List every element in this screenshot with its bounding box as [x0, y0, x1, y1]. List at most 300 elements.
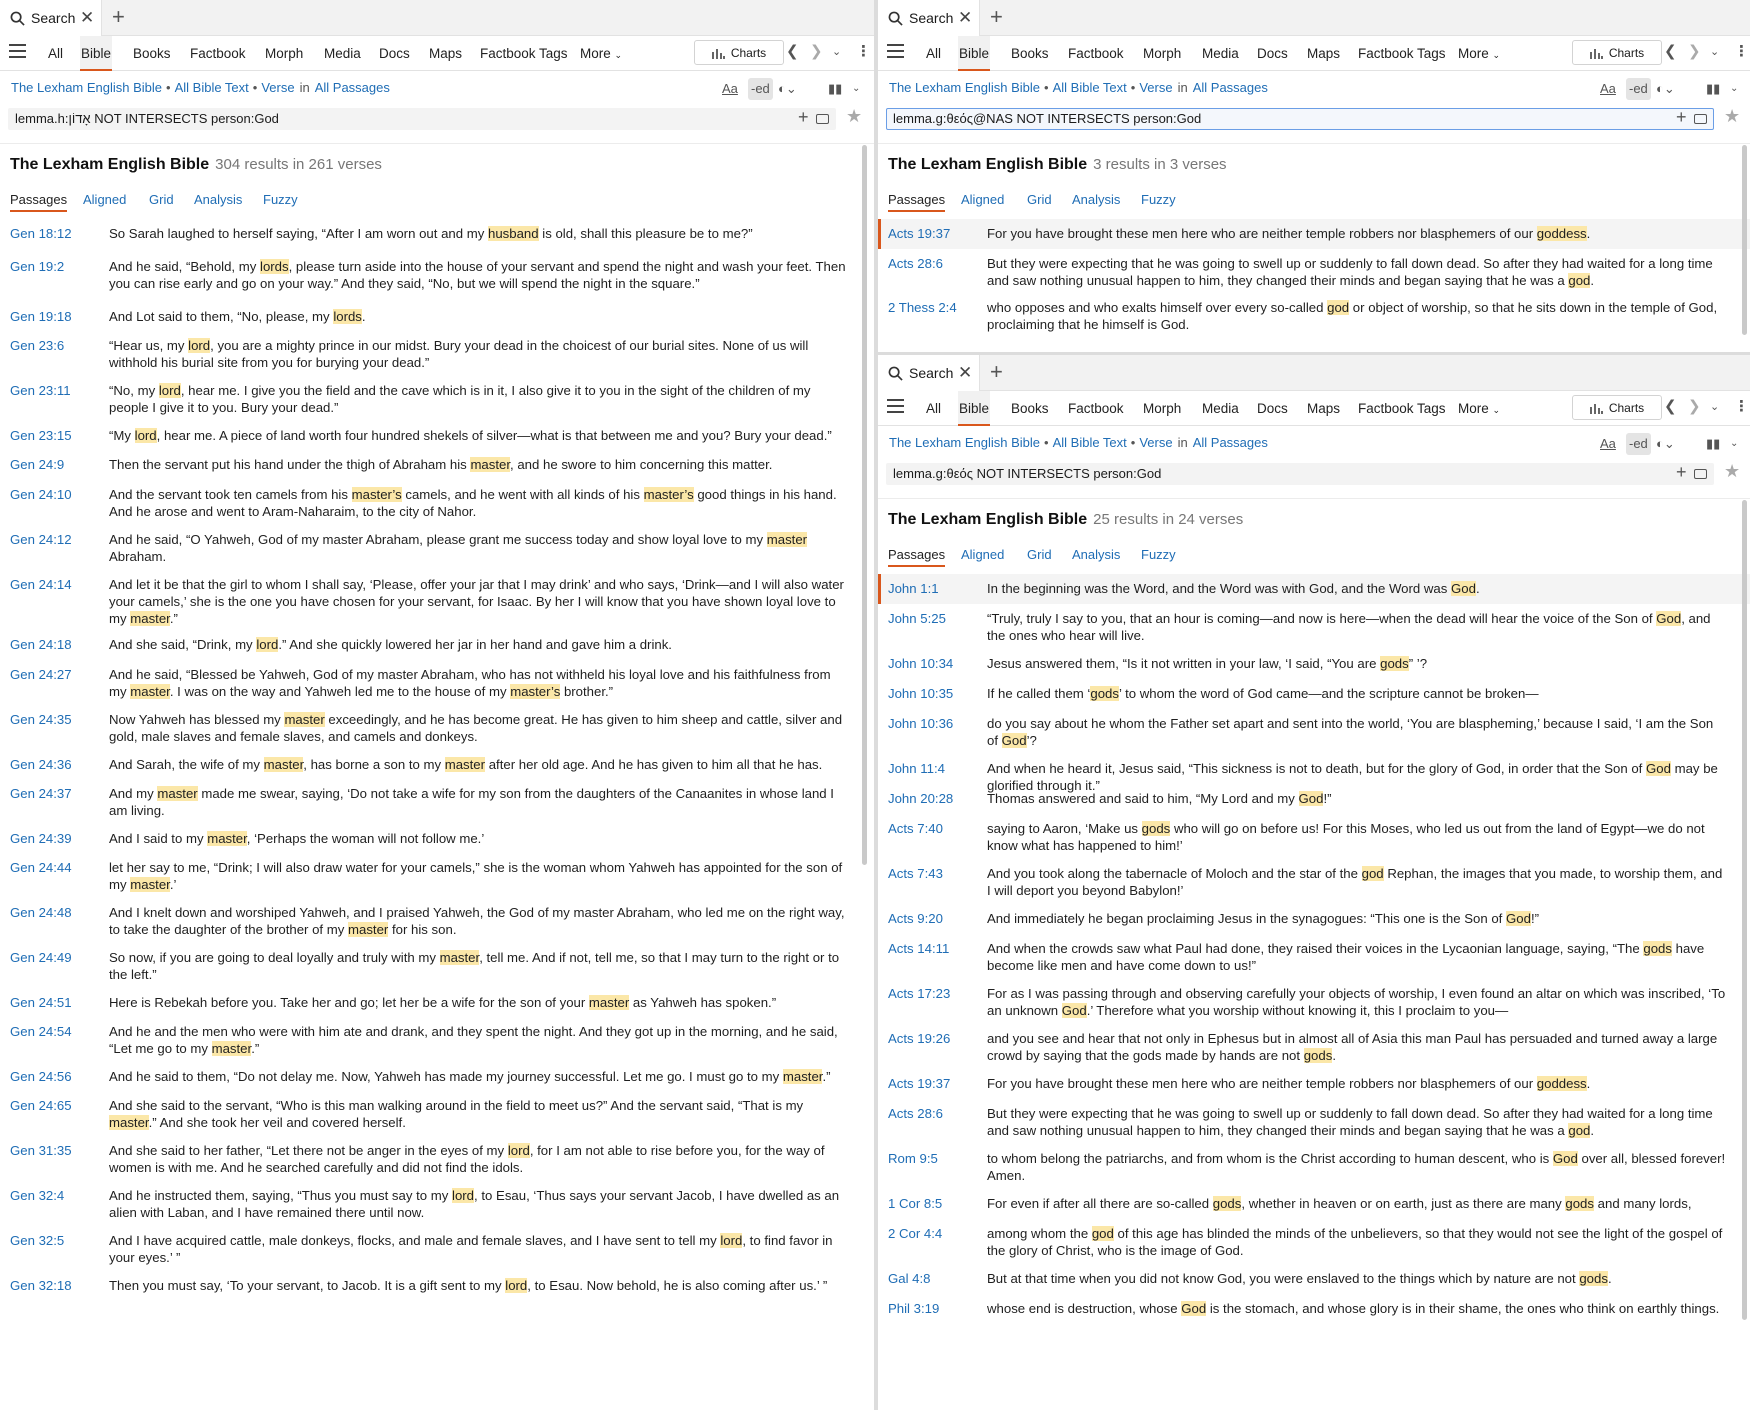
result-row[interactable]	[878, 1099, 1750, 1144]
forward-icon[interactable]: ❯	[810, 43, 823, 60]
crumb-bible[interactable]: The Lexham English Bible	[889, 80, 1041, 95]
search-icon	[10, 11, 25, 26]
nav-all[interactable]: All	[48, 46, 64, 61]
result-row[interactable]	[0, 779, 874, 824]
new-tab-icon[interactable]: +	[990, 4, 1003, 29]
menu-icon[interactable]	[9, 44, 26, 59]
bar-chart-icon	[712, 47, 725, 59]
back-icon[interactable]: ❮	[786, 43, 799, 60]
favorite-star-icon[interactable]: ★	[1724, 106, 1741, 126]
results-title	[888, 156, 1227, 174]
verse-reference-link[interactable]: 2 Cor 4:4	[888, 1226, 943, 1241]
verse-reference-link[interactable]: Gen 18:12	[10, 226, 72, 241]
forward-icon[interactable]: ❯	[1688, 43, 1701, 60]
verse-text: And the servant took ten camels from his master’s camels, and he went with all kinds of his master’s good things in his hand. And he arose and went to Aram-Naharaim, to the city of Nahor.	[109, 487, 837, 519]
match-highlight: gods	[1141, 821, 1171, 836]
results-title	[888, 511, 1243, 529]
columns-chevron-icon[interactable]: ⌄	[852, 83, 861, 94]
verse-text: And my master made me swear, saying, ‘Do not take a wife for my son from the daughters of the Canaanites in whose land I am living.	[109, 786, 834, 818]
results-count: 304 results in 261 verses	[215, 156, 382, 173]
columns-icon[interactable]: ▮▮	[1706, 436, 1721, 451]
charts-label: Charts	[1608, 400, 1645, 415]
nav-docs[interactable]: Docs	[1257, 46, 1288, 61]
search-kind-bar	[0, 36, 874, 71]
verse-reference-link[interactable]: Gal 4:8	[888, 1271, 931, 1286]
new-tab-icon[interactable]: +	[112, 4, 125, 29]
verse-reference-link[interactable]: John 5:25	[888, 611, 946, 626]
nav-morph[interactable]: Morph	[1143, 401, 1182, 416]
verse-reference-link[interactable]: Acts 19:26	[888, 1031, 951, 1046]
verse-reference-link[interactable]: Gen 24:56	[10, 1069, 72, 1084]
result-row[interactable]	[0, 376, 874, 421]
close-tab-icon[interactable]: ✕	[958, 8, 973, 27]
charts-button[interactable]	[694, 40, 784, 65]
query-row	[878, 108, 1750, 130]
tab-strip	[878, 355, 1750, 391]
result-row[interactable]	[0, 219, 874, 252]
verse-reference-link[interactable]: John 20:28	[888, 791, 954, 806]
verse-text: Now Yahweh has blessed my master exceedingly, and he has become great. He has given to him sheep and cattle, silver and gold, male slaves and female slaves, and camels and donkeys.	[109, 712, 843, 744]
verse-reference-link[interactable]: Gen 24:35	[10, 712, 72, 727]
verse-text: who opposes and who exalts himself over every so-called god or object of worship, so that he sits down in the temple of God, proclaiming that he himself is God.	[987, 300, 1718, 332]
result-row[interactable]	[0, 660, 874, 705]
nav-maps[interactable]: Maps	[1307, 46, 1341, 61]
result-row[interactable]	[878, 1264, 1750, 1294]
verse-reference-link[interactable]: Acts 9:20	[888, 911, 943, 926]
nav-factbook-tags[interactable]: Factbook Tags	[1358, 46, 1446, 61]
crumb-bible[interactable]: The Lexham English Bible	[889, 435, 1041, 450]
nav-factbook[interactable]: Factbook	[1068, 401, 1124, 416]
match-highlight: lord	[507, 1143, 530, 1158]
result-row[interactable]	[0, 1226, 874, 1271]
match-highlight: God	[1656, 611, 1682, 626]
verse-reference-link[interactable]: Gen 24:9	[10, 457, 65, 472]
result-row[interactable]	[0, 1062, 874, 1091]
search-query-input[interactable]: lemma.h:אָדוֹן NOT INTERSECTS person:God	[8, 108, 836, 130]
results-scrollbar[interactable]	[1742, 145, 1747, 335]
favorite-star-icon[interactable]: ★	[1724, 461, 1741, 481]
verse-reference-link[interactable]: Gen 24:10	[10, 487, 72, 502]
crumb-separator-dot: •	[1044, 80, 1049, 95]
match-highlight: God	[1061, 1003, 1087, 1018]
verse-reference-link[interactable]: Gen 19:2	[10, 259, 65, 274]
match-highlight: lord	[505, 1278, 528, 1293]
match-highlight: master	[588, 995, 630, 1010]
match-highlight: lord	[720, 1233, 743, 1248]
match-highlight: god	[1327, 300, 1350, 315]
match-forms-icon[interactable]: -ed	[748, 78, 773, 100]
verse-reference-link[interactable]: Rom 9:5	[888, 1151, 938, 1166]
panel-menu-icon[interactable]: ⋮	[856, 43, 871, 60]
tab-fuzzy[interactable]: Fuzzy	[1141, 547, 1176, 562]
chevron-down-icon: ⌄	[614, 50, 623, 60]
result-row[interactable]	[0, 252, 874, 302]
nav-maps[interactable]: Maps	[1307, 401, 1341, 416]
history-chevron-icon[interactable]: ⌄	[832, 46, 842, 58]
crumb-separator-dot: •	[1130, 435, 1136, 450]
result-row[interactable]	[878, 219, 1750, 249]
breadcrumb	[889, 435, 1268, 450]
result-row[interactable]	[878, 649, 1750, 679]
verse-reference-link[interactable]: John 11:4	[888, 761, 945, 776]
close-tab-icon[interactable]: ✕	[958, 363, 973, 382]
search-kind-bar	[878, 391, 1750, 426]
result-row[interactable]	[0, 853, 874, 898]
verse-reference-link[interactable]: Gen 23:15	[10, 428, 72, 443]
bar-chart-icon	[1590, 402, 1603, 414]
nav-books[interactable]: Books	[133, 46, 171, 61]
match-forms-icon[interactable]: -ed	[1626, 78, 1651, 100]
results-title	[10, 156, 382, 174]
result-row[interactable]	[0, 988, 874, 1017]
charts-button[interactable]	[1572, 40, 1662, 65]
close-tab-icon[interactable]: ✕	[80, 8, 95, 27]
verse-reference-link[interactable]: Gen 24:36	[10, 757, 72, 772]
tab-passages[interactable]: Passages	[888, 192, 945, 212]
match-highlight: master	[157, 786, 198, 801]
crumb-unit[interactable]: Verse	[1139, 80, 1173, 95]
results-scrollbar[interactable]	[1742, 500, 1747, 1320]
verse-reference-link[interactable]: Acts 19:37	[888, 1076, 951, 1091]
keyboard-icon[interactable]	[1694, 114, 1707, 124]
match-highlight: gods	[1090, 686, 1119, 701]
nav-factbook-tags[interactable]: Factbook Tags	[480, 46, 568, 61]
verse-reference-link[interactable]: 1 Cor 8:5	[888, 1196, 943, 1211]
match-highlight: goddess	[1536, 226, 1587, 241]
verse-text: “My lord, hear me. A piece of land worth four hundred shekels of silver—what is that between me and you? Bury your dead.”	[109, 428, 832, 443]
view-tabs	[878, 188, 1750, 219]
result-row[interactable]	[878, 1024, 1750, 1069]
view-tabs	[878, 543, 1750, 574]
match-highlight: master	[782, 1069, 823, 1084]
result-row[interactable]	[878, 1219, 1750, 1264]
nav-media[interactable]: Media	[1202, 401, 1239, 416]
match-highlight: lord	[188, 338, 211, 353]
back-icon[interactable]: ❮	[1664, 398, 1677, 415]
match-case-icon[interactable]: Aa	[722, 81, 738, 96]
match-highlight: master’s	[643, 487, 694, 502]
nav-books[interactable]: Books	[1011, 46, 1049, 61]
nav-all[interactable]: All	[926, 46, 942, 61]
highlight-options-icon[interactable]: ◐⌄	[1656, 436, 1675, 451]
panel-menu-icon[interactable]: ⋮	[1734, 398, 1749, 415]
verse-reference-link[interactable]: Gen 24:18	[10, 637, 72, 652]
columns-chevron-icon[interactable]: ⌄	[1730, 83, 1739, 94]
verse-text: For you have brought these men here who are neither temple robbers nor blasphemers of our goddess.	[987, 1076, 1591, 1091]
favorite-star-icon[interactable]: ★	[846, 106, 863, 126]
search-panel-right-top	[878, 0, 1750, 352]
verse-text: So Sarah laughed to herself saying, “After I am worn out and my husband is old, shall this pleasure be to me?”	[109, 226, 753, 241]
tab-fuzzy[interactable]: Fuzzy	[1141, 192, 1176, 207]
verse-reference-link[interactable]: Gen 24:48	[10, 905, 72, 920]
result-row[interactable]	[878, 604, 1750, 649]
nav-bible[interactable]: Bible	[80, 36, 112, 71]
search-tab[interactable]	[878, 355, 980, 391]
nav-more[interactable]	[1458, 36, 1500, 71]
columns-chevron-icon[interactable]: ⌄	[1730, 438, 1739, 449]
match-highlight: God	[1001, 733, 1027, 748]
match-highlight: gods	[1380, 656, 1409, 671]
tab-analysis[interactable]: Analysis	[194, 192, 243, 207]
verse-text: For even if after all there are so-called gods, whether in heaven or on earth, just as there are many gods and many lords,	[987, 1196, 1692, 1211]
verse-reference-link[interactable]: Gen 32:5	[10, 1233, 65, 1248]
verse-reference-link[interactable]: Gen 24:54	[10, 1024, 72, 1039]
result-row[interactable]	[0, 750, 874, 779]
result-row[interactable]	[0, 1091, 874, 1136]
crumb-separator-dot: •	[166, 80, 171, 95]
verse-reference-link[interactable]: Gen 31:35	[10, 1143, 72, 1158]
match-highlight: goddess	[1536, 1076, 1587, 1091]
crumb-range[interactable]: All Passages	[1192, 435, 1268, 450]
match-case-icon[interactable]: Aa	[1600, 436, 1616, 451]
nav-media[interactable]: Media	[324, 46, 361, 61]
nav-docs[interactable]: Docs	[1257, 401, 1288, 416]
search-icon	[888, 11, 903, 26]
match-case-icon[interactable]: Aa	[1600, 81, 1616, 96]
result-row[interactable]	[878, 934, 1750, 979]
search-tab-label: Search	[909, 10, 954, 26]
search-query-input[interactable]: lemma.g:θεός NOT INTERSECTS person:God	[886, 463, 1714, 485]
nav-factbook[interactable]: Factbook	[1068, 46, 1124, 61]
result-row[interactable]	[0, 1271, 874, 1300]
verse-text: And Lot said to them, “No, please, my lords.	[109, 309, 366, 324]
verse-text: do you say about he whom the Father set apart and sent into the world, ‘You are blaspheming,’ because I said, ‘I am the Son of God’?	[987, 716, 1714, 748]
crumb-range[interactable]: All Passages	[1192, 80, 1268, 95]
verse-text: Jesus answered them, “Is it not written in your law, ‘I said, “You are gods” ’?	[987, 656, 1428, 671]
verse-reference-link[interactable]: Gen 24:65	[10, 1098, 72, 1113]
result-row[interactable]	[878, 679, 1750, 709]
match-highlight: master’s	[510, 684, 561, 699]
columns-icon[interactable]: ▮▮	[828, 81, 843, 96]
verse-reference-link[interactable]: Acts 17:23	[888, 986, 951, 1001]
crumb-in: in	[1177, 80, 1188, 95]
result-row[interactable]	[0, 1136, 874, 1181]
tab-grid[interactable]: Grid	[149, 192, 174, 207]
breadcrumb	[889, 80, 1268, 95]
highlight-options-icon[interactable]: ◐⌄	[778, 81, 797, 96]
search-tab-label: Search	[909, 365, 954, 381]
menu-icon[interactable]	[887, 44, 904, 59]
add-term-icon[interactable]: +	[798, 107, 809, 127]
nav-more[interactable]	[580, 36, 622, 71]
verse-reference-link[interactable]: Acts 28:6	[888, 256, 943, 271]
view-tabs	[0, 188, 874, 219]
match-highlight: God	[1451, 581, 1476, 596]
verse-reference-link[interactable]: Gen 19:18	[10, 309, 72, 324]
tab-aligned[interactable]: Aligned	[83, 192, 127, 207]
verse-reference-link[interactable]: Phil 3:19	[888, 1301, 940, 1316]
verse-reference-link[interactable]: John 1:1	[888, 581, 939, 596]
verse-reference-link[interactable]: Gen 23:11	[10, 383, 71, 398]
verse-reference-link[interactable]: Acts 19:37	[888, 226, 951, 241]
crumb-bible[interactable]: The Lexham English Bible	[11, 80, 163, 95]
verse-reference-link[interactable]: 2 Thess 2:4	[888, 300, 957, 315]
crumb-separator-dot: •	[252, 80, 258, 95]
tab-grid[interactable]: Grid	[1027, 547, 1052, 562]
verse-text: among whom the god of this age has blinded the minds of the unbelievers, so that they would not see the light of the gospel of the glory of Christ, who is the image of God.	[987, 1226, 1723, 1258]
result-row[interactable]	[878, 293, 1750, 332]
nav-maps[interactable]: Maps	[429, 46, 463, 61]
result-row[interactable]	[0, 480, 874, 525]
back-icon[interactable]: ❮	[1664, 43, 1677, 60]
tab-passages[interactable]: Passages	[888, 547, 945, 567]
match-highlight: god	[1091, 1226, 1114, 1241]
verse-text: and you see and hear that not only in Ephesus but in almost all of Asia this man Paul has persuaded and turned away a large crowd by saying that the gods made by hands are not gods.	[987, 1031, 1718, 1063]
verse-reference-link[interactable]: Acts 7:40	[888, 821, 943, 836]
verse-reference-link[interactable]: Acts 7:43	[888, 866, 943, 881]
match-highlight: master	[444, 757, 486, 772]
result-row[interactable]	[878, 754, 1750, 793]
result-row[interactable]	[0, 302, 874, 331]
new-tab-icon[interactable]: +	[990, 359, 1003, 384]
crumb-text[interactable]: All Bible Text	[174, 80, 249, 95]
result-row[interactable]	[0, 630, 874, 660]
verse-text: “Hear us, my lord, you are a mighty prince in our midst. Bury your dead in the choicest of our burial sites. None of us will withhold his burial site from you for burying your dead.”	[109, 338, 809, 370]
columns-icon[interactable]: ▮▮	[1706, 81, 1721, 96]
crumb-text[interactable]: All Bible Text	[1052, 435, 1127, 450]
crumb-text[interactable]: All Bible Text	[1052, 80, 1127, 95]
result-row[interactable]	[878, 249, 1750, 293]
result-row[interactable]	[878, 1189, 1750, 1219]
verse-reference-link[interactable]: Gen 24:39	[10, 831, 72, 846]
tab-strip	[0, 0, 874, 36]
result-row[interactable]	[0, 331, 874, 376]
crumb-unit[interactable]: Verse	[1139, 435, 1173, 450]
result-row[interactable]	[0, 1181, 874, 1226]
tab-passages[interactable]: Passages	[10, 192, 67, 212]
result-row[interactable]	[0, 421, 874, 450]
verse-text: And you took along the tabernacle of Moloch and the star of the god Rephan, the images that you made, to worship them, and I will deport you beyond Babylon!’	[987, 866, 1723, 898]
history-chevron-icon[interactable]: ⌄	[1710, 46, 1720, 58]
search-panel-right-bottom	[878, 355, 1750, 1410]
crumb-unit[interactable]: Verse	[261, 80, 295, 95]
crumb-separator-dot: •	[1130, 80, 1136, 95]
menu-icon[interactable]	[887, 399, 904, 414]
verse-reference-link[interactable]: John 10:34	[888, 656, 954, 671]
verse-reference-link[interactable]: Gen 24:14	[10, 577, 72, 592]
forward-icon[interactable]: ❯	[1688, 398, 1701, 415]
nav-morph[interactable]: Morph	[1143, 46, 1182, 61]
verse-text: saying to Aaron, ‘Make us gods who will go on before us! For this Moses, who led us out from the land of Egypt—we do not know what has happened to him!’	[987, 821, 1705, 853]
results-list	[878, 219, 1750, 332]
nav-factbook-tags[interactable]: Factbook Tags	[1358, 401, 1446, 416]
nav-books[interactable]: Books	[1011, 401, 1049, 416]
keyboard-icon[interactable]	[1694, 469, 1707, 479]
match-highlight: God	[1506, 911, 1531, 926]
nav-factbook[interactable]: Factbook	[190, 46, 246, 61]
verse-text: And she said to her father, “Let there not be anger in the eyes of my lord, for I am not able to rise before you, for the way of women is with me. And he searched carefully and did not find the idols.	[109, 1143, 825, 1175]
nav-docs[interactable]: Docs	[379, 46, 410, 61]
nav-more[interactable]	[1458, 391, 1500, 426]
result-row[interactable]	[0, 1017, 874, 1062]
verse-text: Then the servant put his hand under the thigh of Abraham his master, and he swore to him concerning this matter.	[109, 457, 773, 472]
results-list	[0, 219, 874, 1300]
result-row[interactable]	[878, 709, 1750, 754]
search-tab[interactable]	[0, 0, 102, 36]
results-scrollbar[interactable]	[862, 145, 867, 865]
verse-text: And let it be that the girl to whom I shall say, ‘Please, offer your jar that I may drink’ and who says, ‘Drink—and I will also water your camels,’ she is the one you have chosen for your servant, for Isaac. By her I will know that you have shown loyal love to my master.”	[109, 577, 844, 626]
verse-reference-link[interactable]: Gen 23:6	[10, 338, 65, 353]
nav-media[interactable]: Media	[1202, 46, 1239, 61]
result-row[interactable]	[878, 1144, 1750, 1189]
verse-reference-link[interactable]: Gen 32:18	[10, 1278, 72, 1293]
search-kind-bar	[878, 36, 1750, 71]
verse-reference-link[interactable]: Acts 28:6	[888, 1106, 943, 1121]
verse-text: And she said, “Drink, my lord.” And she quickly lowered her jar in her hand and gave him a drink.	[109, 637, 672, 652]
result-row[interactable]	[878, 1069, 1750, 1099]
tab-aligned[interactable]: Aligned	[961, 192, 1005, 207]
crumb-range[interactable]: All Passages	[314, 80, 390, 95]
nav-bible[interactable]: Bible	[958, 36, 990, 71]
result-row[interactable]	[0, 824, 874, 853]
verse-reference-link[interactable]: Gen 32:4	[10, 1188, 65, 1203]
result-row[interactable]	[0, 450, 874, 480]
query-row	[0, 108, 874, 130]
result-row[interactable]	[878, 574, 1750, 604]
result-row[interactable]	[0, 705, 874, 750]
nav-all[interactable]: All	[926, 401, 942, 416]
result-row[interactable]	[878, 979, 1750, 1024]
result-row[interactable]	[0, 525, 874, 570]
verse-reference-link[interactable]: Gen 24:27	[10, 667, 72, 682]
result-row[interactable]	[878, 814, 1750, 859]
tab-analysis[interactable]: Analysis	[1072, 547, 1121, 562]
verse-reference-link[interactable]: Gen 24:44	[10, 860, 72, 875]
panel-menu-icon[interactable]: ⋮	[1734, 43, 1749, 60]
verse-reference-link[interactable]: Acts 14:11	[888, 941, 950, 956]
charts-button[interactable]	[1572, 395, 1662, 420]
add-term-icon[interactable]: +	[1676, 107, 1687, 127]
match-highlight: lords	[333, 309, 362, 324]
result-row[interactable]	[878, 1294, 1750, 1324]
tab-grid[interactable]: Grid	[1027, 192, 1052, 207]
tab-aligned[interactable]: Aligned	[961, 547, 1005, 562]
result-row[interactable]	[0, 570, 874, 630]
results-header	[878, 143, 1750, 188]
verse-reference-link[interactable]: John 10:36	[888, 716, 954, 731]
results-header	[0, 143, 874, 188]
match-highlight: gods	[1579, 1271, 1608, 1286]
match-highlight: master	[130, 684, 170, 699]
verse-reference-link[interactable]: Gen 24:37	[10, 786, 72, 801]
verse-reference-link[interactable]: John 10:35	[888, 686, 954, 701]
result-row[interactable]	[878, 859, 1750, 904]
result-row[interactable]	[0, 898, 874, 943]
highlight-options-icon[interactable]: ◐⌄	[1656, 81, 1675, 96]
tab-fuzzy[interactable]: Fuzzy	[263, 192, 298, 207]
result-row[interactable]	[0, 943, 874, 988]
verse-reference-link[interactable]: Gen 24:12	[10, 532, 72, 547]
match-forms-icon[interactable]: -ed	[1626, 433, 1651, 455]
verse-reference-link[interactable]: Gen 24:51	[10, 995, 72, 1010]
search-tab[interactable]	[878, 0, 980, 36]
search-options-bar	[0, 71, 874, 108]
nav-morph[interactable]: Morph	[265, 46, 304, 61]
match-highlight: gods	[1303, 1048, 1333, 1063]
history-chevron-icon[interactable]: ⌄	[1710, 401, 1720, 413]
match-highlight: master	[130, 877, 170, 892]
nav-bible[interactable]: Bible	[958, 391, 990, 426]
result-row[interactable]	[878, 904, 1750, 934]
verse-text: And when the crowds saw what Paul had done, they raised their voices in the Lycaonian language, saying, “The gods have become like men and have come down to us!”	[987, 941, 1705, 973]
result-row[interactable]	[878, 784, 1750, 814]
verse-reference-link[interactable]: Gen 24:49	[10, 950, 72, 965]
add-term-icon[interactable]: +	[1676, 462, 1687, 482]
match-highlight: master	[470, 457, 511, 472]
keyboard-icon[interactable]	[816, 114, 829, 124]
tab-analysis[interactable]: Analysis	[1072, 192, 1121, 207]
search-query-input[interactable]: lemma.g:θεός@NAS NOT INTERSECTS person:God	[886, 108, 1714, 130]
